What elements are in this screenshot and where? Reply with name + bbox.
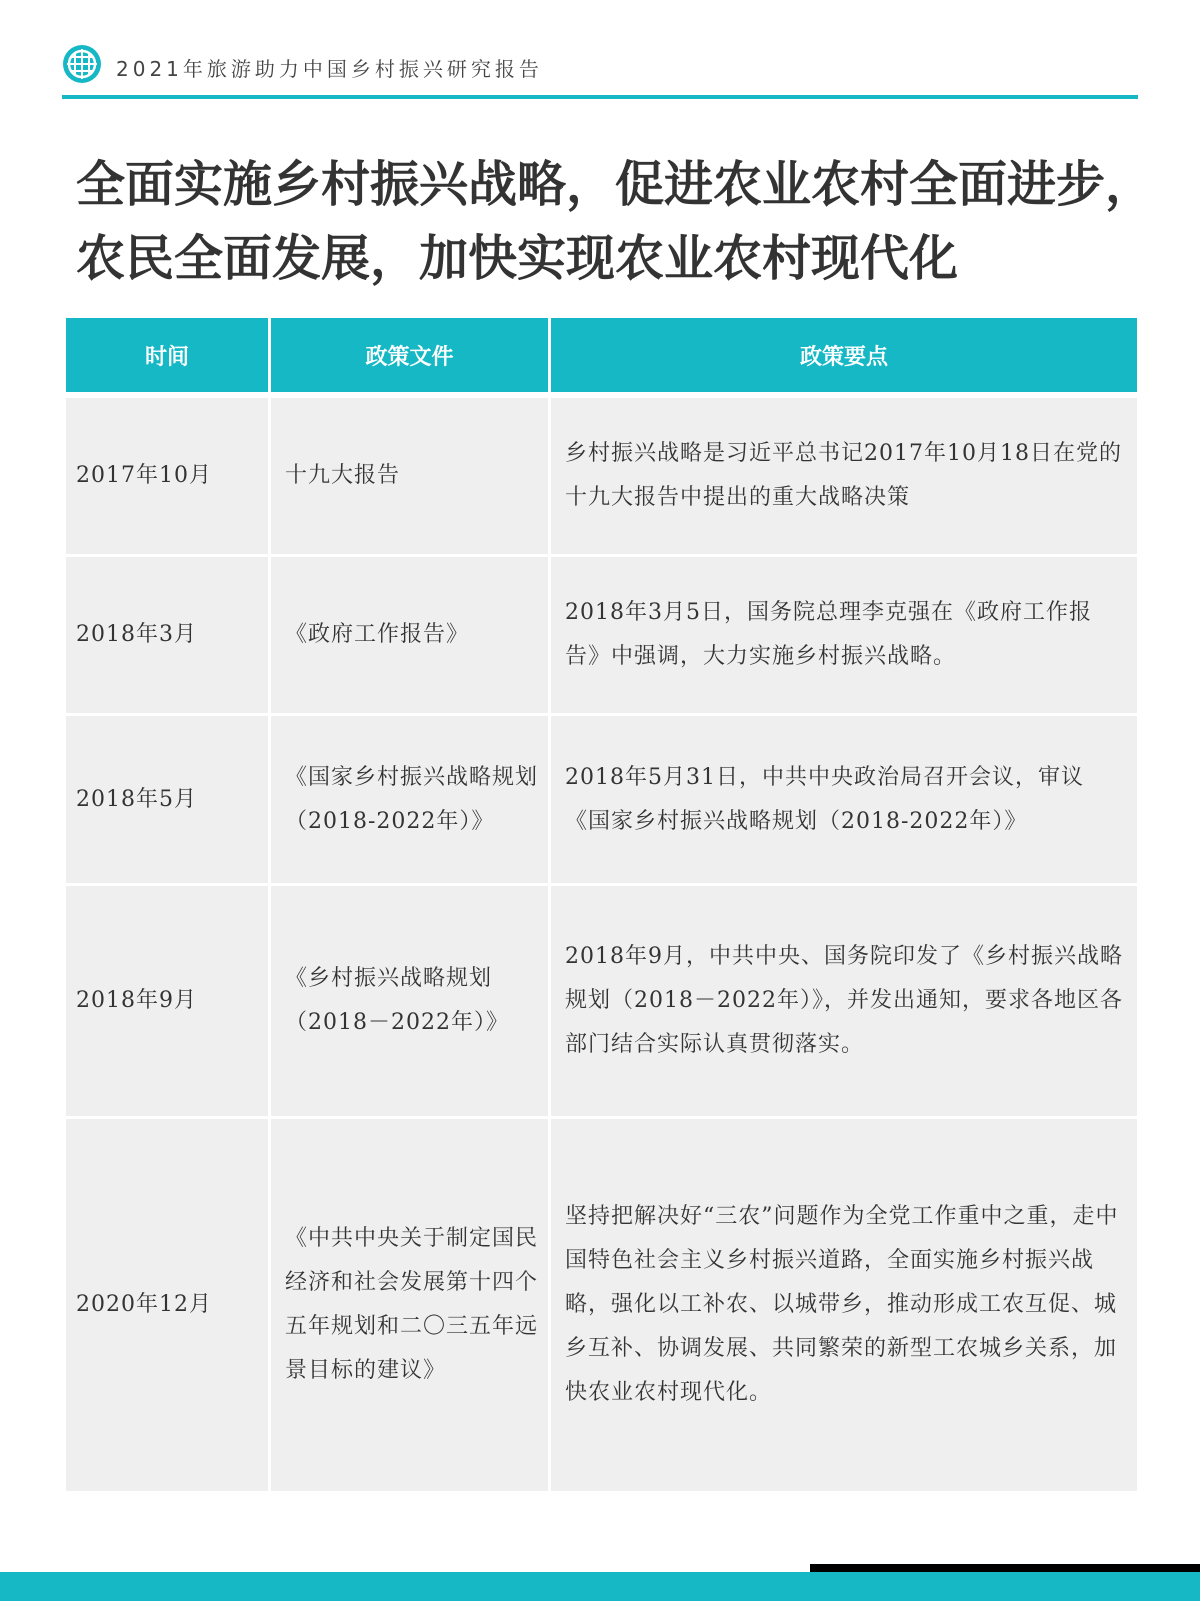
cell-document: 十九大报告 xyxy=(271,392,551,554)
table-row xyxy=(66,554,1137,713)
cell-points: 2018年3月5日，国务院总理李克强在《政府工作报告》中强调，大力实施乡村振兴战略。 xyxy=(551,554,1137,713)
table-header-row xyxy=(66,318,1137,392)
cell-points: 乡村振兴战略是习近平总书记2017年10月18日在党的十九大报告中提出的重大战略决策 xyxy=(551,392,1137,554)
cell-points: 坚持把解决好“三农”问题作为全党工作重中之重，走中国特色社会主义乡村振兴道路，全面实施乡村振兴战略，强化以工补农、以城带乡，推动形成工农互促、城乡互补、协调发展、共同繁荣的新型工农城乡关系，加快农业农村现代化。 xyxy=(551,1116,1137,1491)
page-title-line-2: 农民全面发展，加快实现农业农村现代化 xyxy=(76,230,959,287)
cell-document: 《国家乡村振兴战略规划（2018-2022年）》 xyxy=(271,713,551,883)
table-row xyxy=(66,392,1137,554)
footer-accent-bar xyxy=(0,1572,1200,1601)
globe-grid-icon xyxy=(62,44,102,84)
cell-time: 2018年5月 xyxy=(66,713,271,883)
header-divider xyxy=(62,95,1138,99)
page-title xyxy=(76,148,1156,296)
cell-time: 2020年12月 xyxy=(66,1116,271,1491)
cell-document: 《乡村振兴战略规划（2018－2022年）》 xyxy=(271,883,551,1116)
column-header-points: 政策要点 xyxy=(551,318,1137,392)
column-header-time: 时间 xyxy=(66,318,271,392)
report-header xyxy=(62,44,1138,84)
table-row xyxy=(66,883,1137,1116)
page-title-line-1: 全面实施乡村振兴战略，促进农业农村全面进步， xyxy=(76,156,1155,213)
cell-time: 2017年10月 xyxy=(66,392,271,554)
cell-points: 2018年9月，中共中央、国务院印发了《乡村振兴战略规划（2018－2022年）》，并发出通知，要求各地区各部门结合实际认真贯彻落实。 xyxy=(551,883,1137,1116)
table-row xyxy=(66,713,1137,883)
policy-table xyxy=(66,318,1137,1491)
cell-document: 《中共中央关于制定国民经济和社会发展第十四个五年规划和二〇三五年远景目标的建议》 xyxy=(271,1116,551,1491)
column-header-document: 政策文件 xyxy=(271,318,551,392)
table-row xyxy=(66,1116,1137,1491)
cell-time: 2018年9月 xyxy=(66,883,271,1116)
cell-points: 2018年5月31日，中共中央政治局召开会议，审议《国家乡村振兴战略规划（2018-2022年）》 xyxy=(551,713,1137,883)
cell-document: 《政府工作报告》 xyxy=(271,554,551,713)
cell-time: 2018年3月 xyxy=(66,554,271,713)
report-title: 2021年旅游助力中国乡村振兴研究报告 xyxy=(116,57,543,81)
